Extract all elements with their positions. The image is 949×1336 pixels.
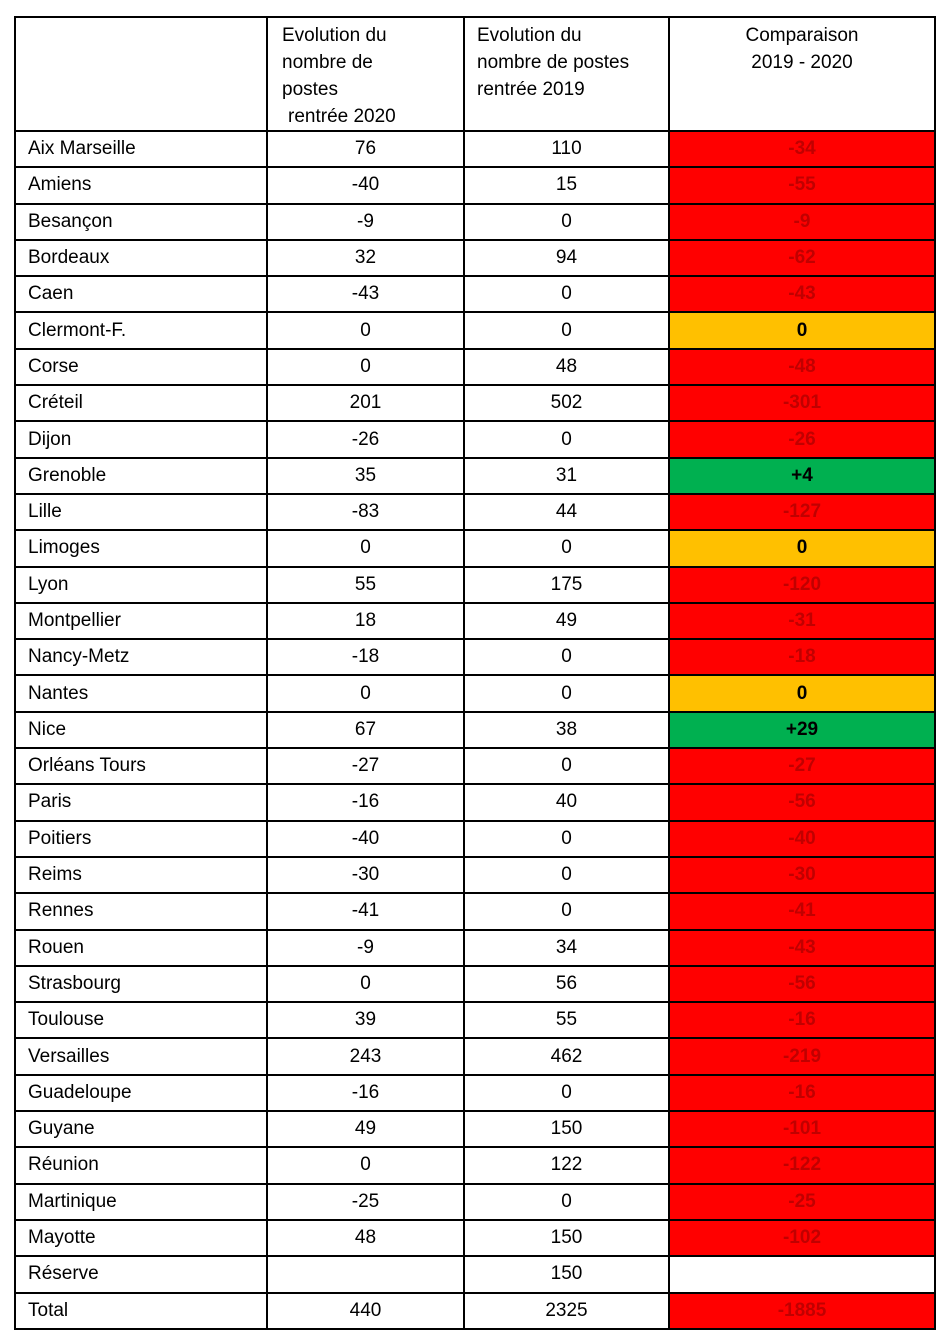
value-2019-cell: 0 — [464, 1184, 669, 1220]
table-row — [15, 421, 935, 457]
table-row — [15, 1038, 935, 1074]
value-2019-cell: 49 — [464, 603, 669, 639]
comparison-cell — [669, 1256, 935, 1292]
table-row — [15, 458, 935, 494]
table-row — [15, 385, 935, 421]
header-2020-line: rentrée 2020 — [288, 106, 396, 127]
value-2019-cell: 40 — [464, 784, 669, 820]
comparison-cell: -16 — [669, 1075, 935, 1111]
value-2020-cell: 48 — [267, 1220, 464, 1256]
value-2020-cell: 49 — [267, 1111, 464, 1147]
value-2019-cell: 175 — [464, 567, 669, 603]
header-2019-line: nombre de postes — [477, 52, 630, 73]
academie-name-cell: Lille — [15, 494, 267, 530]
academie-name-cell: Total — [15, 1293, 267, 1329]
value-2020-cell: 0 — [267, 966, 464, 1002]
value-2019-cell: 56 — [464, 966, 669, 1002]
table-row — [15, 966, 935, 1002]
academie-name-cell: Bordeaux — [15, 240, 267, 276]
value-2020-cell — [267, 1256, 464, 1292]
academie-name-cell: Montpellier — [15, 603, 267, 639]
header-2020-line: postes — [282, 79, 338, 100]
table-row — [15, 748, 935, 784]
comparison-cell: -127 — [669, 494, 935, 530]
table-row — [15, 1002, 935, 1038]
comparison-cell: +4 — [669, 458, 935, 494]
table-row — [15, 1220, 935, 1256]
value-2019-cell: 0 — [464, 821, 669, 857]
academie-name-cell: Poitiers — [15, 821, 267, 857]
value-2019-cell: 0 — [464, 312, 669, 348]
academie-name-cell: Dijon — [15, 421, 267, 457]
academie-name-cell: Martinique — [15, 1184, 267, 1220]
header-comparison-line: Comparaison — [745, 25, 859, 46]
value-2019-cell: 31 — [464, 458, 669, 494]
value-2020-cell: -25 — [267, 1184, 464, 1220]
value-2020-cell: 32 — [267, 240, 464, 276]
academie-name-cell: Corse — [15, 349, 267, 385]
value-2019-cell: 502 — [464, 385, 669, 421]
value-2019-cell: 0 — [464, 857, 669, 893]
value-2019-cell: 0 — [464, 639, 669, 675]
academie-name-cell: Amiens — [15, 167, 267, 203]
academie-name-cell: Paris — [15, 784, 267, 820]
table-row — [15, 1184, 935, 1220]
comparison-cell: -56 — [669, 784, 935, 820]
comparison-cell: -34 — [669, 131, 935, 167]
academie-name-cell: Toulouse — [15, 1002, 267, 1038]
value-2020-cell: 67 — [267, 712, 464, 748]
comparison-cell: -43 — [669, 930, 935, 966]
comparison-cell: -18 — [669, 639, 935, 675]
value-2019-cell: 0 — [464, 276, 669, 312]
value-2019-cell: 55 — [464, 1002, 669, 1038]
header-comparison — [669, 17, 935, 131]
table-row — [15, 712, 935, 748]
table-row — [15, 784, 935, 820]
table-row — [15, 675, 935, 711]
comparison-cell: -30 — [669, 857, 935, 893]
table-row — [15, 821, 935, 857]
header-2019-line: rentrée 2019 — [477, 79, 585, 100]
value-2019-cell: 48 — [464, 349, 669, 385]
comparison-cell: -101 — [669, 1111, 935, 1147]
table-row — [15, 1256, 935, 1292]
value-2020-cell: -16 — [267, 1075, 464, 1111]
value-2020-cell: -41 — [267, 893, 464, 929]
value-2020-cell: 0 — [267, 349, 464, 385]
value-2020-cell: 55 — [267, 567, 464, 603]
header-2019 — [464, 17, 669, 131]
value-2020-cell: 0 — [267, 1147, 464, 1183]
value-2019-cell: 0 — [464, 748, 669, 784]
comparison-cell: -102 — [669, 1220, 935, 1256]
value-2019-cell: 0 — [464, 530, 669, 566]
table-row — [15, 494, 935, 530]
value-2019-cell: 15 — [464, 167, 669, 203]
table-row — [15, 567, 935, 603]
value-2019-cell: 110 — [464, 131, 669, 167]
academie-name-cell: Nantes — [15, 675, 267, 711]
comparison-cell: -25 — [669, 1184, 935, 1220]
academie-name-cell: Caen — [15, 276, 267, 312]
value-2019-cell: 150 — [464, 1220, 669, 1256]
table-row — [15, 857, 935, 893]
value-2020-cell: -26 — [267, 421, 464, 457]
academie-name-cell: Rouen — [15, 930, 267, 966]
academie-name-cell: Rennes — [15, 893, 267, 929]
comparison-cell: -55 — [669, 167, 935, 203]
table-row — [15, 167, 935, 203]
value-2019-cell: 150 — [464, 1111, 669, 1147]
value-2020-cell: 440 — [267, 1293, 464, 1329]
comparison-cell: -27 — [669, 748, 935, 784]
value-2020-cell: -40 — [267, 167, 464, 203]
value-2019-cell: 44 — [464, 494, 669, 530]
value-2019-cell: 38 — [464, 712, 669, 748]
value-2020-cell: -9 — [267, 930, 464, 966]
table-row — [15, 240, 935, 276]
value-2019-cell: 0 — [464, 1075, 669, 1111]
academie-name-cell: Versailles — [15, 1038, 267, 1074]
value-2020-cell: -16 — [267, 784, 464, 820]
academie-name-cell: Lyon — [15, 567, 267, 603]
value-2020-cell: 243 — [267, 1038, 464, 1074]
comparison-cell: -219 — [669, 1038, 935, 1074]
value-2020-cell: -18 — [267, 639, 464, 675]
table-row — [15, 639, 935, 675]
value-2019-cell: 0 — [464, 204, 669, 240]
table-row — [15, 603, 935, 639]
header-2020-line: Evolution du — [282, 25, 387, 46]
value-2019-cell: 0 — [464, 675, 669, 711]
value-2019-cell: 122 — [464, 1147, 669, 1183]
table-row — [15, 1147, 935, 1183]
value-2019-cell: 94 — [464, 240, 669, 276]
comparison-cell: -31 — [669, 603, 935, 639]
academie-name-cell: Mayotte — [15, 1220, 267, 1256]
academie-name-cell: Réunion — [15, 1147, 267, 1183]
comparison-cell: -56 — [669, 966, 935, 1002]
academie-name-cell: Besançon — [15, 204, 267, 240]
value-2019-cell: 2325 — [464, 1293, 669, 1329]
table-row — [15, 530, 935, 566]
academie-name-cell: Réserve — [15, 1256, 267, 1292]
value-2020-cell: 0 — [267, 675, 464, 711]
comparison-table — [14, 16, 936, 1330]
academie-name-cell: Aix Marseille — [15, 131, 267, 167]
comparison-cell: 0 — [669, 530, 935, 566]
table-row — [15, 930, 935, 966]
comparison-cell: -41 — [669, 893, 935, 929]
academie-name-cell: Guadeloupe — [15, 1075, 267, 1111]
table-row — [15, 312, 935, 348]
academie-name-cell: Nice — [15, 712, 267, 748]
academie-name-cell: Créteil — [15, 385, 267, 421]
academie-name-cell: Guyane — [15, 1111, 267, 1147]
header-2020-line: nombre de — [282, 52, 373, 73]
table-row — [15, 131, 935, 167]
header-2019-line: Evolution du — [477, 25, 582, 46]
value-2020-cell: 18 — [267, 603, 464, 639]
header-2020 — [267, 17, 464, 131]
table-row — [15, 349, 935, 385]
comparison-cell: -9 — [669, 204, 935, 240]
academie-name-cell: Strasbourg — [15, 966, 267, 1002]
value-2019-cell: 462 — [464, 1038, 669, 1074]
academie-name-cell: Orléans Tours — [15, 748, 267, 784]
academie-name-cell: Grenoble — [15, 458, 267, 494]
academie-name-cell: Nancy-Metz — [15, 639, 267, 675]
table-row — [15, 276, 935, 312]
table-body — [15, 131, 935, 1329]
value-2020-cell: 0 — [267, 312, 464, 348]
comparison-cell: -122 — [669, 1147, 935, 1183]
value-2020-cell: -83 — [267, 494, 464, 530]
value-2020-cell: 76 — [267, 131, 464, 167]
comparison-cell: 0 — [669, 312, 935, 348]
comparison-cell: -16 — [669, 1002, 935, 1038]
academie-name-cell: Limoges — [15, 530, 267, 566]
comparison-table-container — [14, 16, 934, 1330]
value-2019-cell: 34 — [464, 930, 669, 966]
comparison-cell: -301 — [669, 385, 935, 421]
comparison-cell: -40 — [669, 821, 935, 857]
value-2020-cell: -27 — [267, 748, 464, 784]
table-row — [15, 1293, 935, 1329]
value-2019-cell: 0 — [464, 421, 669, 457]
value-2020-cell: 201 — [267, 385, 464, 421]
value-2019-cell: 150 — [464, 1256, 669, 1292]
comparison-cell: -26 — [669, 421, 935, 457]
header-comparison-line: 2019 - 2020 — [751, 52, 853, 73]
value-2020-cell: -30 — [267, 857, 464, 893]
comparison-cell: 0 — [669, 675, 935, 711]
comparison-cell: +29 — [669, 712, 935, 748]
header-row — [15, 17, 935, 131]
value-2020-cell: 39 — [267, 1002, 464, 1038]
table-header — [15, 17, 935, 131]
academie-name-cell: Clermont-F. — [15, 312, 267, 348]
value-2020-cell: -40 — [267, 821, 464, 857]
comparison-cell: -62 — [669, 240, 935, 276]
table-row — [15, 1075, 935, 1111]
value-2019-cell: 0 — [464, 893, 669, 929]
value-2020-cell: 0 — [267, 530, 464, 566]
comparison-cell: -120 — [669, 567, 935, 603]
value-2020-cell: 35 — [267, 458, 464, 494]
comparison-cell: -43 — [669, 276, 935, 312]
academie-name-cell: Reims — [15, 857, 267, 893]
table-row — [15, 893, 935, 929]
comparison-cell: -1885 — [669, 1293, 935, 1329]
table-row — [15, 204, 935, 240]
comparison-cell: -48 — [669, 349, 935, 385]
value-2020-cell: -43 — [267, 276, 464, 312]
value-2020-cell: -9 — [267, 204, 464, 240]
table-row — [15, 1111, 935, 1147]
header-empty-cell — [15, 17, 267, 131]
